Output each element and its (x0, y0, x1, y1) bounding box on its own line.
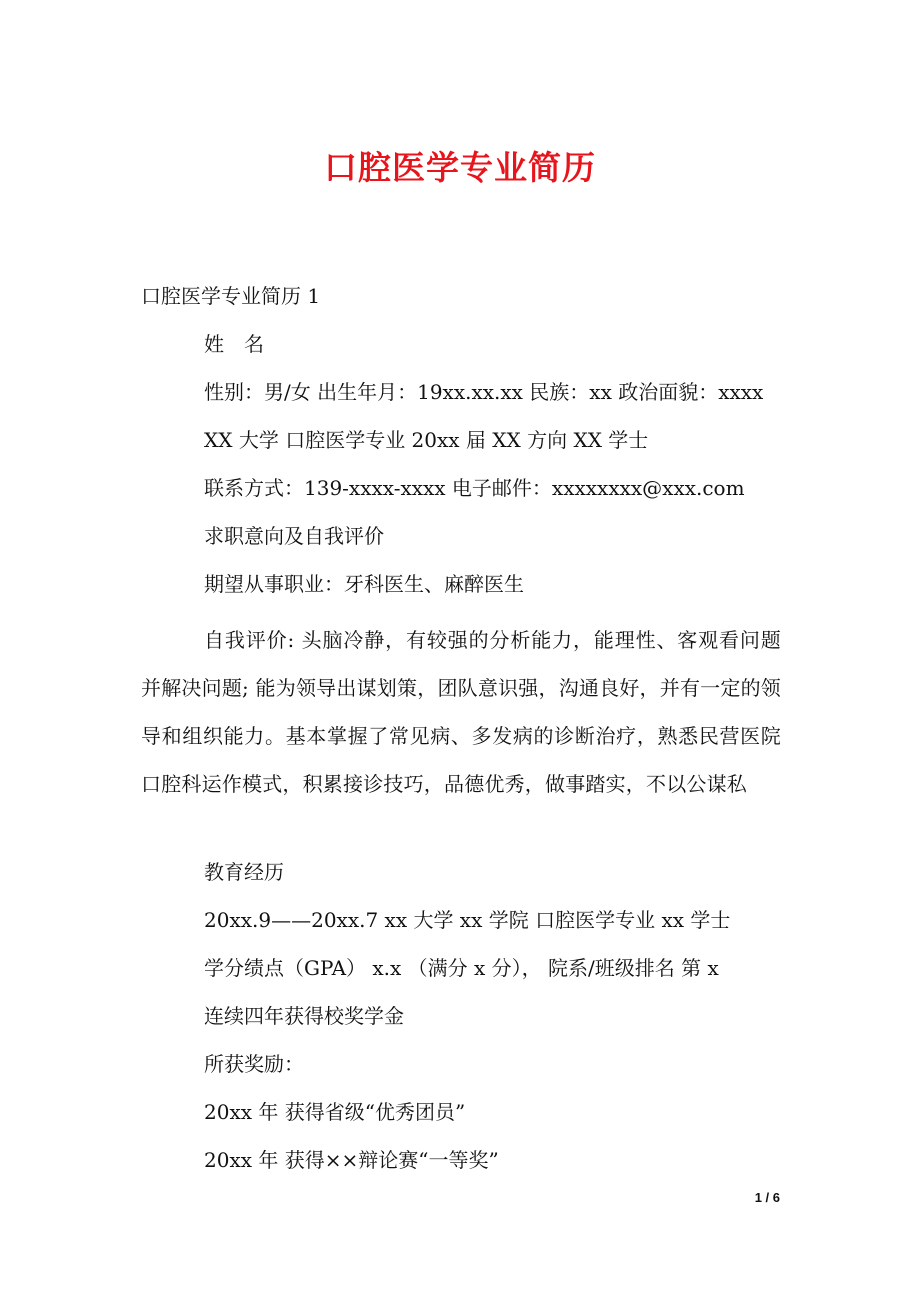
school-info-line: XX 大学 口腔医学专业 20xx 届 XX 方向 XX 学士 (204, 428, 649, 452)
scholarship-line: 连续四年获得校奖学金 (204, 1004, 404, 1028)
education-heading: 教育经历 (204, 860, 284, 884)
self-evaluation-paragraph: 自我评价: 头脑冷静，有较强的分析能力，能理性、客观看问题并解决问题; 能为领导出谋划策，团队意识强，沟通良好，并有一定的领导和组织能力。基本掌握了常见病、多发病的诊断治疗，熟悉民营医院口腔科运作模式，积累接诊技巧，品德优秀，做事踏实，不以公谋私 (141, 628, 781, 796)
education-entry: 20xx.9——20xx.7 xx 大学 xx 学院 口腔医学专业 xx 学士 (204, 908, 731, 932)
objective-heading: 求职意向及自我评价 (204, 524, 384, 548)
document-title: 口腔医学专业简历 (324, 148, 596, 187)
resume-subtitle: 口腔医学专业简历 1 (141, 284, 321, 308)
awards-label: 所获奖励： (204, 1052, 304, 1076)
award-item: 20xx 年 获得省级“优秀团员” (204, 1100, 466, 1124)
award-item: 20xx 年 获得××辩论赛“一等奖” (204, 1148, 499, 1172)
basic-info-line: 性别：男/女 出生年月：19xx.xx.xx 民族：xx 政治面貌：xxxx (204, 380, 764, 404)
gpa-line: 学分绩点（GPA） x.x （满分 x 分）， 院系/班级排名 第 x (204, 956, 719, 980)
contact-line: 联系方式：139-xxxx-xxxx 电子邮件：xxxxxxxx@xxx.com (204, 476, 745, 500)
page-number: 1 / 6 (754, 1190, 780, 1205)
expected-job-line: 期望从事职业：牙科医生、麻醉医生 (204, 572, 524, 596)
name-label: 姓 名 (204, 332, 264, 356)
